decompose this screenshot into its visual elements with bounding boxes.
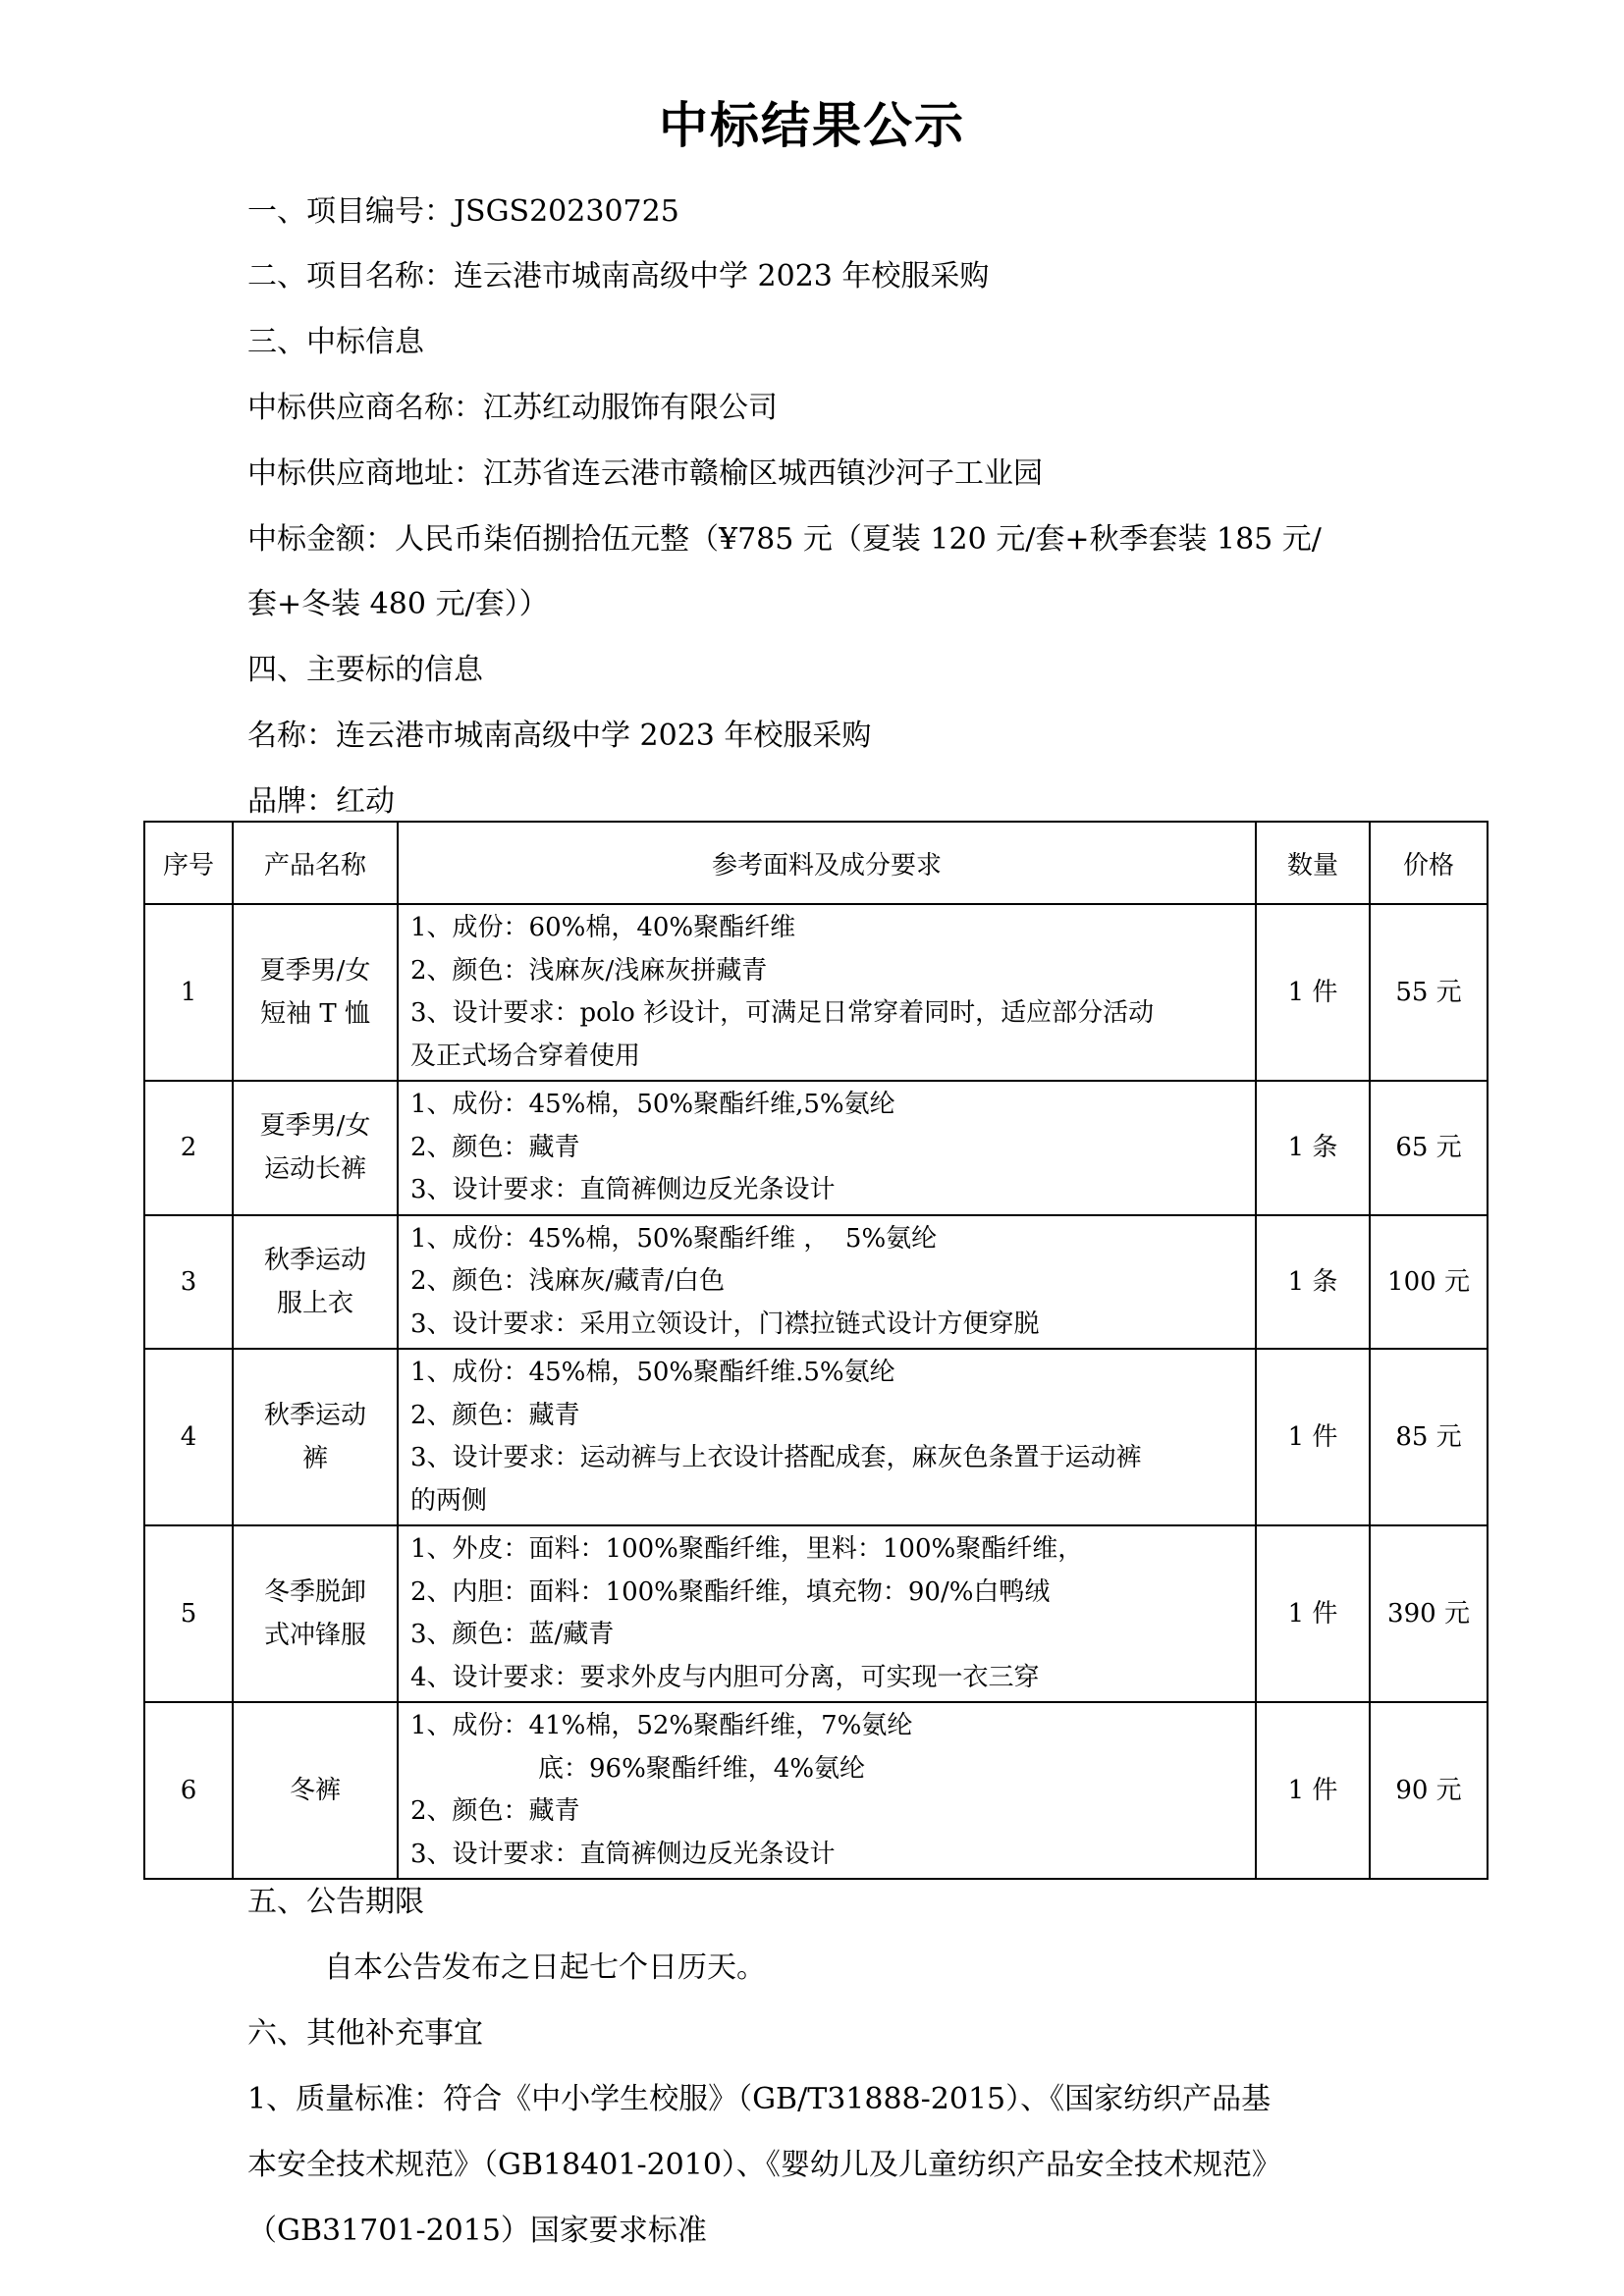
cell-price: 390 元 [1370, 1525, 1488, 1702]
requirement-line: 3、设计要求：直筒裤侧边反光条设计 [410, 1839, 836, 1869]
table-row [144, 1081, 1488, 1215]
cell-price: 65 元 [1370, 1081, 1488, 1215]
product-name-line: 夏季男/女 [259, 956, 371, 986]
cell-quantity: 1 件 [1256, 1702, 1370, 1879]
supplier-name: 中标供应商名称：江苏红动服饰有限公司 [247, 391, 778, 425]
product-name-line: 冬季脱卸 [263, 1577, 366, 1607]
cell-product-name [233, 1349, 398, 1525]
cell-price: 55 元 [1370, 904, 1488, 1081]
cell-requirements [398, 1081, 1256, 1215]
header-price: 价格 [1370, 822, 1488, 904]
cell-requirements [398, 1215, 1256, 1350]
requirement-line: 底：96%聚酯纤维，4%氨纶 [538, 1753, 866, 1784]
requirement-line: 1、成份：45%棉，50%聚酯纤维,5%氨纶 [410, 1090, 895, 1119]
items-table [143, 821, 1489, 1880]
product-name-line: 服上衣 [276, 1288, 353, 1318]
quality-standard-line-1: 1、质量标准：符合《中小学生校服》（GB/T31888-2015）、《国家纺织产品基 [247, 2082, 1272, 2116]
requirement-line: 3、颜色：蓝/藏青 [410, 1620, 615, 1649]
requirement-line: 1、成份：60%棉，40%聚酯纤维 [410, 913, 796, 942]
requirement-line: 3、设计要求：直筒裤侧边反光条设计 [410, 1175, 836, 1204]
requirement-line: 2、颜色：藏青 [410, 1796, 580, 1826]
product-name-line: 夏季男/女 [259, 1111, 371, 1142]
cell-requirements [398, 904, 1256, 1081]
cell-no: 2 [144, 1081, 233, 1215]
product-name-line: 裤 [301, 1444, 328, 1473]
product-name-line: 冬裤 [289, 1776, 341, 1805]
product-name-line: 运动长裤 [263, 1154, 366, 1185]
table-row [144, 1349, 1488, 1525]
other-matters-heading: 六、其他补充事宜 [247, 2016, 483, 2051]
cell-requirements [398, 1525, 1256, 1702]
requirement-line: 2、颜色：浅麻灰/浅麻灰拼藏青 [410, 955, 768, 986]
cell-product-name [233, 1215, 398, 1350]
cell-requirements [398, 1349, 1256, 1525]
product-name-line: 短袖 T 恤 [260, 999, 370, 1029]
table-row [144, 904, 1488, 1081]
cell-quantity: 1 件 [1256, 1525, 1370, 1702]
requirement-line: 3、设计要求：运动裤与上衣设计搭配成套，麻灰色条置于运动裤 [410, 1443, 1142, 1472]
cell-quantity: 1 条 [1256, 1215, 1370, 1350]
product-name-line: 秋季运动 [263, 1245, 366, 1275]
requirement-line: 2、颜色：藏青 [410, 1400, 580, 1430]
cell-quantity: 1 条 [1256, 1081, 1370, 1215]
requirement-line: 4、设计要求：要求外皮与内胆可分离，可实现一衣三穿 [410, 1662, 1040, 1692]
cell-no: 5 [144, 1525, 233, 1702]
requirement-line: 2、颜色：藏青 [410, 1132, 580, 1162]
requirement-line: 1、成份：45%棉，50%聚酯纤维.5%氨纶 [410, 1358, 895, 1387]
header-quantity: 数量 [1256, 822, 1370, 904]
cell-product-name [233, 1525, 398, 1702]
product-name-line: 秋季运动 [263, 1401, 366, 1430]
main-subject-heading: 四、主要标的信息 [247, 653, 483, 687]
subject-name: 名称：连云港市城南高级中学 2023 年校服采购 [247, 719, 872, 753]
cell-no: 4 [144, 1349, 233, 1525]
requirement-line: 2、颜色：浅麻灰/藏青/白色 [410, 1266, 726, 1296]
cell-price: 100 元 [1370, 1215, 1488, 1350]
award-amount-line-1: 中标金额：人民币柒佰捌拾伍元整（¥785 元（夏装 120 元/套+秋季套装 185 元/ [247, 522, 1322, 557]
cell-requirements [398, 1702, 1256, 1879]
supplier-address: 中标供应商地址：江苏省连云港市赣榆区城西镇沙河子工业园 [247, 456, 1043, 491]
brand: 品牌：红动 [247, 784, 395, 819]
header-product-name: 产品名称 [233, 822, 398, 904]
header-requirements: 参考面料及成分要求 [398, 822, 1256, 904]
requirement-line: 2、内胆：面料：100%聚酯纤维，填充物：90/%白鸭绒 [410, 1576, 1051, 1607]
cell-quantity: 1 件 [1256, 904, 1370, 1081]
award-info-heading: 三、中标信息 [247, 325, 424, 359]
table-row [144, 1525, 1488, 1702]
requirement-line: 1、成份：41%棉，52%聚酯纤维，7%氨纶 [410, 1711, 913, 1740]
quality-standard-line-2: 本安全技术规范》（GB18401-2010）、《婴幼儿及儿童纺织产品安全技术规范》 [247, 2148, 1281, 2182]
requirement-line: 3、设计要求：采用立领设计，门襟拉链式设计方便穿脱 [410, 1308, 1040, 1339]
requirement-line: 的两侧 [410, 1485, 488, 1516]
table-row [144, 1702, 1488, 1879]
product-name-line: 式冲锋服 [263, 1621, 366, 1650]
cell-product-name [233, 1702, 398, 1879]
project-number: 一、项目编号：JSGS20230725 [247, 194, 679, 229]
cell-no: 1 [144, 904, 233, 1081]
cell-product-name [233, 904, 398, 1081]
notice-period-text: 自本公告发布之日起七个日历天。 [324, 1950, 766, 1985]
document-title: 中标结果公示 [659, 97, 965, 154]
quality-standard-line-3: （GB31701-2015）国家要求标准 [247, 2214, 707, 2248]
requirement-line: 及正式场合穿着使用 [410, 1041, 641, 1071]
cell-product-name [233, 1081, 398, 1215]
cell-no: 3 [144, 1215, 233, 1350]
notice-period-heading: 五、公告期限 [247, 1885, 424, 1919]
requirement-line: 3、设计要求：polo 衫设计，可满足日常穿着同时，适应部分活动 [410, 998, 1155, 1028]
project-name: 二、项目名称：连云港市城南高级中学 2023 年校服采购 [247, 259, 990, 294]
requirement-line: 1、外皮：面料：100%聚酯纤维，里料：100%聚酯纤维， [410, 1534, 1084, 1564]
header-no: 序号 [144, 822, 233, 904]
cell-price: 90 元 [1370, 1702, 1488, 1879]
requirement-line: 1、成份：45%棉，50%聚酯纤维 ， 5%氨纶 [410, 1223, 938, 1254]
cell-no: 6 [144, 1702, 233, 1879]
cell-price: 85 元 [1370, 1349, 1488, 1525]
table-header-row [144, 822, 1488, 904]
cell-quantity: 1 件 [1256, 1349, 1370, 1525]
award-amount-line-2: 套+冬装 480 元/套）） [247, 587, 549, 621]
table-row [144, 1215, 1488, 1350]
